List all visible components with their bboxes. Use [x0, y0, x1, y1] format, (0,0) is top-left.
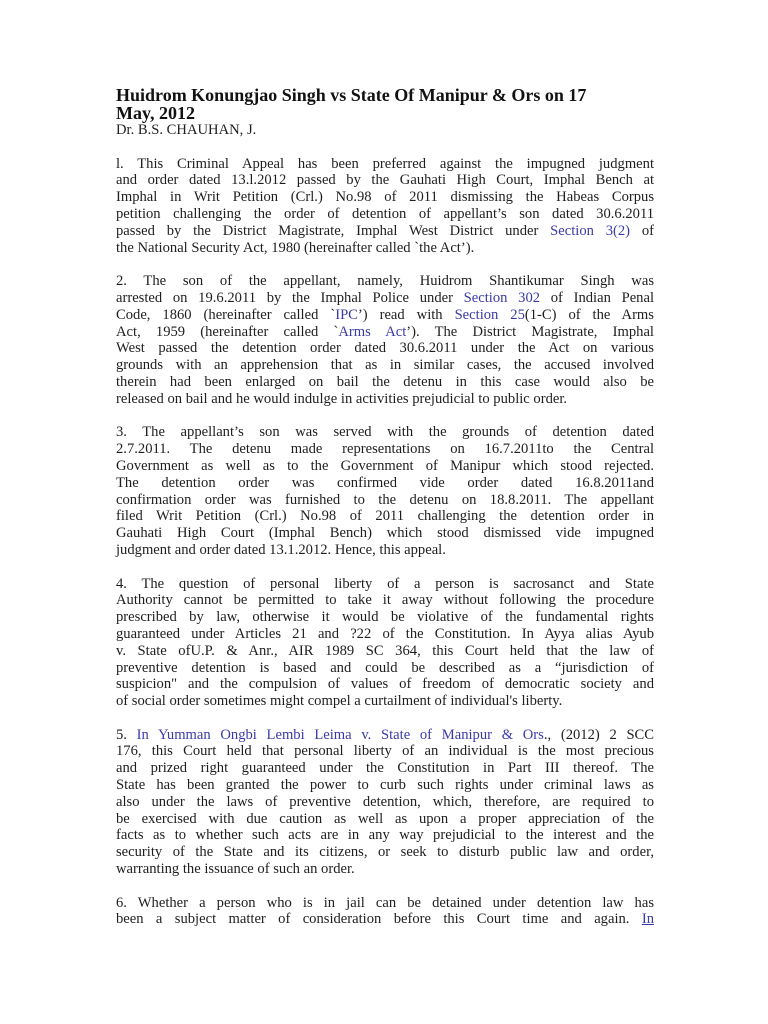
text-segment: security of the State and its citizens, or seek to disturb public law and order,: [116, 844, 654, 861]
text-line: [116, 542, 654, 559]
text-line: [116, 189, 654, 206]
text-line: [116, 861, 654, 878]
text-segment: suspicion" and the compulsion of values of freedom of democratic society and: [116, 676, 654, 693]
citation-link[interactable]: In: [641, 911, 654, 928]
text-line: [116, 743, 654, 760]
paragraph-3: [116, 424, 654, 558]
text-segment: ’) read with: [357, 306, 455, 323]
text-segment: 5.: [116, 726, 137, 743]
text-line: [116, 391, 654, 408]
text-segment: petition challenging the order of detention of appellant’s son dated 30.6.2011: [116, 205, 654, 222]
text-segment: 4. The question of personal liberty of a person is sacrosanct and State: [116, 575, 654, 592]
text-segment: and order dated 13.l.2012 passed by the Gauhati High Court, Imphal Bench at: [116, 172, 654, 189]
text-segment: of: [630, 222, 654, 239]
paragraph-6: [116, 895, 654, 929]
text-line: [116, 357, 654, 374]
text-segment: Act, 1959 (hereinafter called `: [116, 323, 339, 340]
text-segment: State has been granted the power to curb such rights under criminal laws as: [116, 777, 654, 794]
judgment-body: [116, 156, 654, 929]
document-title: [116, 86, 654, 122]
text-line: [116, 592, 654, 609]
text-segment: of social order sometimes might compel a curtailment of individual's liberty.: [116, 693, 563, 710]
text-segment: 176, this Court held that personal liberty of an individual is the most precious: [116, 743, 654, 760]
citation-link[interactable]: Section 3(2): [550, 222, 631, 239]
text-segment: 2. The son of the appellant, namely, Huidrom Shantikumar Singh was: [116, 273, 654, 290]
text-segment: ’). The District Magistrate, Imphal: [406, 323, 654, 340]
text-segment: of Indian Penal: [540, 289, 655, 306]
text-segment: facts as to whether such acts are in any way prejudicial to the interest and the: [116, 827, 654, 844]
text-segment: prescribed by law, otherwise it would be violative of the fundamental rights: [116, 609, 654, 626]
citation-link[interactable]: Section 302: [463, 289, 541, 306]
text-segment: 3. The appellant’s son was served with the grounds of detention dated: [116, 424, 654, 441]
text-segment: (1-C) of the Arms: [524, 306, 654, 323]
text-segment: passed by the District Magistrate, Imphal West District under: [116, 222, 551, 239]
text-line: [116, 492, 654, 509]
text-line: [116, 911, 654, 928]
text-line: [116, 676, 654, 693]
text-line: [116, 626, 654, 643]
text-segment: arrested on 19.6.2011 by the Imphal Police under: [116, 289, 464, 306]
text-segment: judgment and order dated 13.1.2012. Hence, this appeal.: [116, 541, 446, 558]
text-line: [116, 844, 654, 861]
text-line: [116, 525, 654, 542]
text-segment: Gauhati High Court (Imphal Bench) which stood dismissed vide impugned: [116, 525, 654, 542]
text-line: [116, 660, 654, 677]
paragraph-5: [116, 727, 654, 878]
text-segment: l. This Criminal Appeal has been preferred against the impugned judgment: [116, 155, 654, 172]
text-line: [116, 240, 654, 257]
text-line: [116, 760, 654, 777]
text-segment: therein had been enlarged on bail the detenu in this case would also be: [116, 373, 654, 390]
text-line: [116, 206, 654, 223]
text-line: [116, 290, 654, 307]
text-segment: ., (2012) 2 SCC: [543, 726, 655, 743]
text-segment: warranting the issuance of such an order.: [116, 861, 355, 878]
paragraph-2: [116, 273, 654, 407]
text-line: [116, 811, 654, 828]
text-line: [116, 693, 654, 710]
text-line: [116, 895, 654, 912]
text-segment: Authority cannot be permitted to take it away without following the procedure: [116, 592, 654, 609]
text-segment: 6. Whether a person who is in jail can be detained under detention law has: [116, 894, 654, 911]
text-segment: Code, 1860 (hereinafter called `: [116, 306, 336, 323]
text-line: [116, 777, 654, 794]
text-line: [116, 374, 654, 391]
text-line: [116, 643, 654, 660]
document-page: [116, 86, 654, 945]
text-line: [116, 307, 654, 324]
text-segment: guaranteed under Articles 21 and ?22 of the Constitution. In Ayya alias Ayub: [116, 625, 654, 642]
text-segment: and prized right guaranteed under the Constitution in Part III thereof. The: [116, 760, 654, 777]
text-segment: The detention order was confirmed vide order dated 16.8.2011and: [116, 474, 654, 491]
text-line: [116, 172, 654, 189]
text-line: [116, 508, 654, 525]
text-segment: been a subject matter of consideration before this Court time and again.: [116, 911, 642, 928]
text-segment: filed Writ Petition (Crl.) No.98 of 2011 challenging the detention order in: [116, 508, 654, 525]
text-segment: confirmation order was furnished to the detenu on 18.8.2011. The appellant: [116, 491, 654, 508]
text-segment: preventive detention is based and could be described as a “jurisdiction of: [116, 659, 654, 676]
text-segment: Imphal in Writ Petition (Crl.) No.98 of 2011 dismissing the Habeas Corpus: [116, 189, 654, 206]
text-segment: grounds with an apprehension that as in similar cases, the accused involved: [116, 357, 654, 374]
title-line: May, 2012: [116, 103, 195, 123]
text-line: [116, 794, 654, 811]
text-line: [116, 340, 654, 357]
text-segment: also under the laws of preventive detention, which, therefore, are required to: [116, 793, 654, 810]
text-segment: 2.7.2011. The detenu made representations on 16.7.2011to the Central: [116, 441, 654, 458]
text-line: [116, 576, 654, 593]
text-line: [116, 458, 654, 475]
text-line: [116, 827, 654, 844]
text-line: [116, 223, 654, 240]
author-line: Dr. B.S. CHAUHAN, J.: [116, 122, 257, 138]
text-line: [116, 727, 654, 744]
citation-link[interactable]: IPC: [335, 306, 358, 323]
text-segment: the National Security Act, 1980 (hereinafter called `the Act’).: [116, 239, 475, 256]
text-segment: West passed the detention order dated 30.6.2011 under the Act on various: [116, 340, 654, 357]
text-line: [116, 156, 654, 173]
text-segment: v. State ofU.P. & Anr., AIR 1989 SC 364, this Court held that the law of: [116, 642, 654, 659]
text-segment: Government as well as to the Government of Manipur which stood rejected.: [116, 457, 654, 474]
text-line: [116, 475, 654, 492]
citation-link[interactable]: Section 25: [454, 306, 525, 323]
text-line: [116, 324, 654, 341]
text-line: [116, 609, 654, 626]
text-line: [116, 441, 654, 458]
text-line: [116, 424, 654, 441]
text-segment: be exercised with due caution as well as upon a proper appreciation of the: [116, 810, 654, 827]
title-line: Huidrom Konungjao Singh vs State Of Manipur & Ors on 17: [116, 85, 587, 105]
citation-link[interactable]: In Yumman Ongbi Lembi Leima v. State of Manipur & Ors: [136, 726, 544, 743]
paragraph-4: [116, 576, 654, 710]
paragraph-1: [116, 156, 654, 257]
text-segment: released on bail and he would indulge in activities prejudicial to public order.: [116, 390, 568, 407]
citation-link[interactable]: Arms Act: [338, 323, 407, 340]
text-line: [116, 273, 654, 290]
